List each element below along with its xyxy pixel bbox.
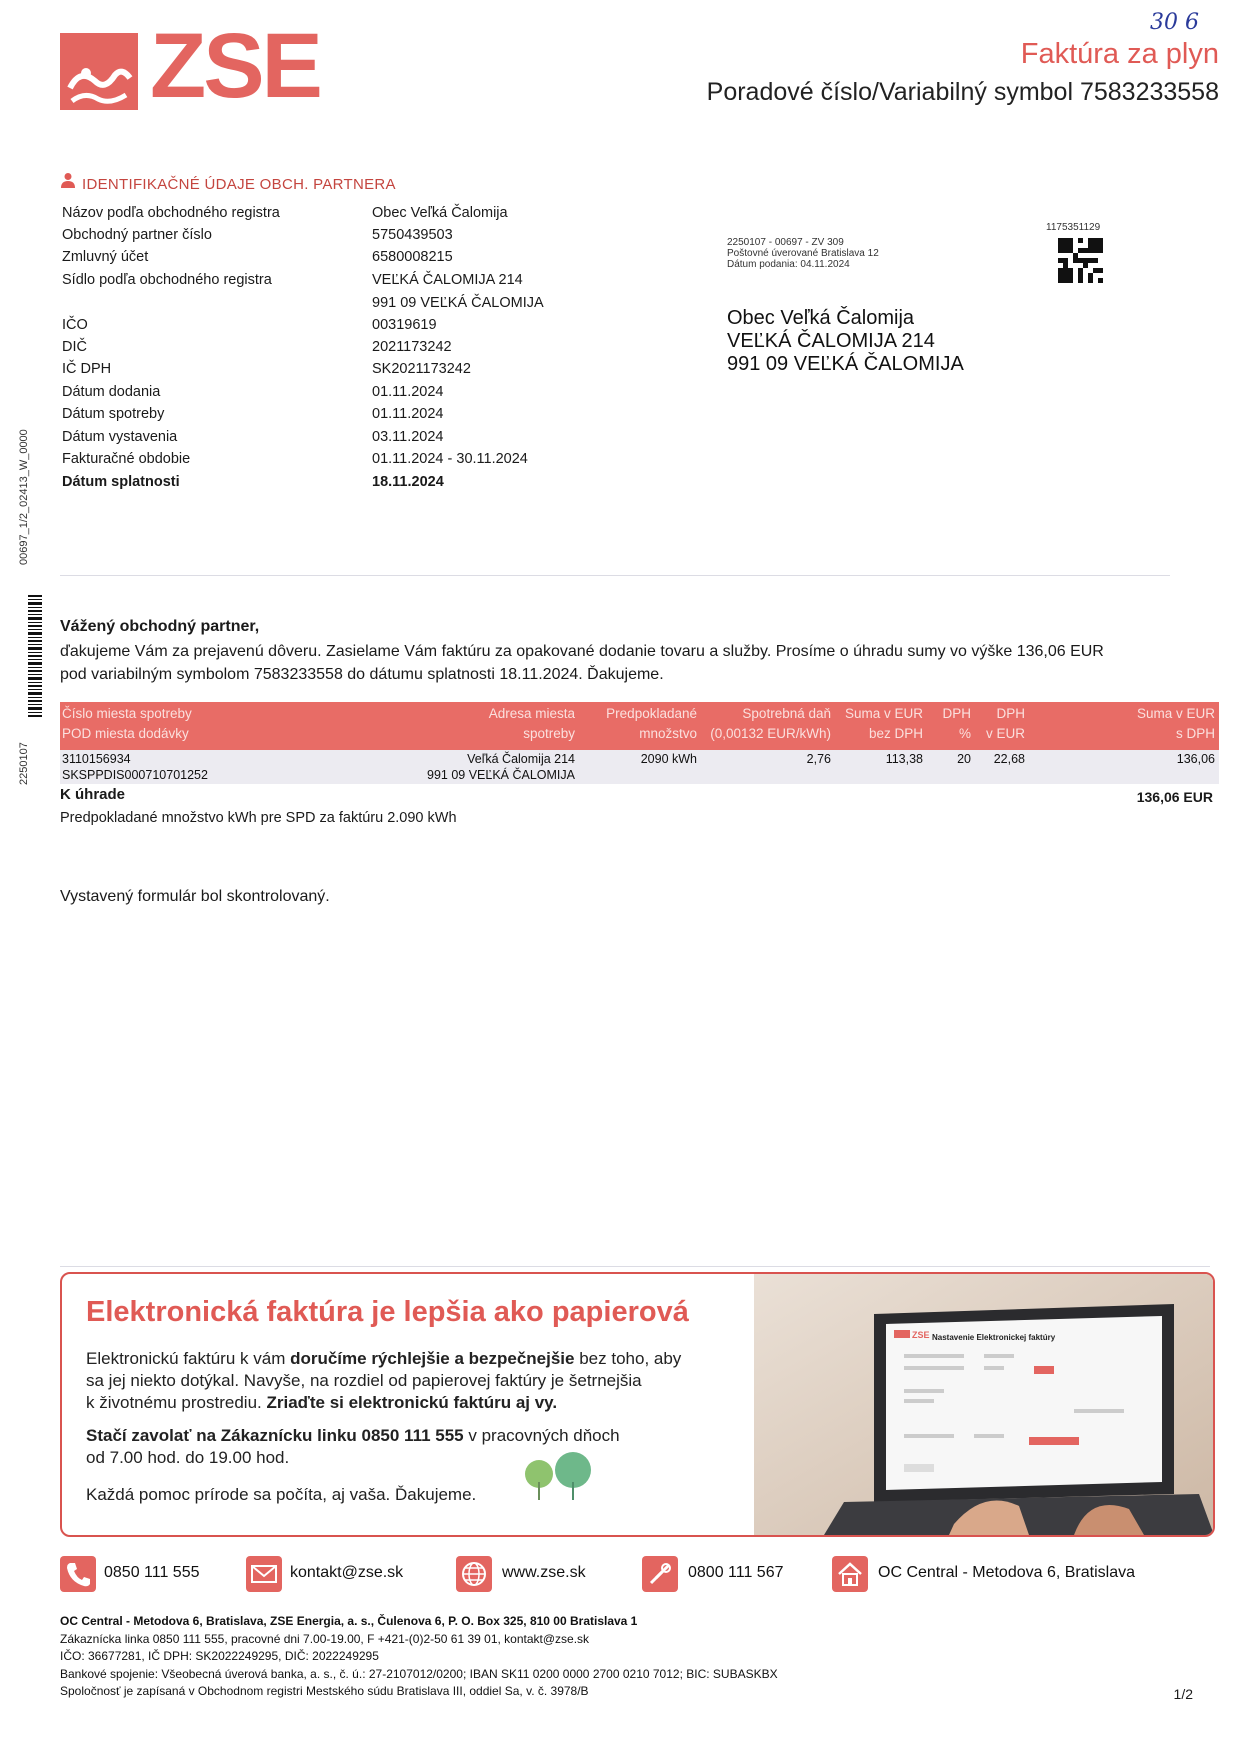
mailing-meta-line: Dátum podania: 04.11.2024 [727, 259, 850, 270]
id-row [62, 429, 622, 449]
id-row [62, 272, 622, 292]
td-vat-eur: 22,68 [993, 752, 1025, 766]
letter-line: pod variabilným symbolom 7583233558 do dátumu splatnosti 18.11.2024. Ďakujeme. [60, 666, 664, 683]
contact-service[interactable]: 0800 111 567 [688, 1564, 784, 1581]
tools-icon [642, 1556, 678, 1592]
id-label: Dátum vystavenia [62, 429, 178, 445]
th-pod: POD miesta dodávky [62, 726, 189, 741]
id-value: 991 09 VEĽKÁ ČALOMIJA [372, 295, 544, 311]
contact-bar [60, 1556, 1220, 1596]
promo-text: bez toho, aby [574, 1349, 682, 1368]
th-vat-eur: DPH [996, 706, 1025, 721]
footer [60, 1613, 778, 1701]
id-label: Dátum spotreby [62, 406, 165, 422]
contact-address: OC Central - Metodova 6, Bratislava [878, 1564, 1135, 1581]
recipient-city: 991 09 VEĽKÁ ČALOMIJA [727, 353, 964, 375]
th-address-2: spotreby [523, 726, 575, 741]
td-pod: SKSPPDIS000710701252 [62, 768, 208, 782]
td-vat-pct: 20 [957, 752, 971, 766]
id-row [62, 317, 622, 337]
footer-line: Spoločnosť je zapísaná v Obchodnom registri Mestského súdu Bratislava III, oddiel Sa, v. č. 3978/B [60, 1684, 589, 1698]
promo-paragraph [86, 1348, 681, 1414]
id-row [62, 295, 622, 315]
id-label: Sídlo podľa obchodného registra [62, 272, 272, 288]
id-row [62, 406, 622, 426]
id-row [62, 205, 622, 225]
th-vat-pct-2: % [958, 726, 971, 741]
id-label: Fakturačné obdobie [62, 451, 191, 467]
footer-line: IČO: 36677281, IČ DPH: SK2022249295, DIČ: 2022249295 [60, 1649, 379, 1663]
th-sum-no-vat-2: bez DPH [868, 726, 923, 741]
e-invoice-promo [60, 1272, 1215, 1537]
variable-symbol: Poradové číslo/Variabilný symbol 7583233558 [706, 78, 1219, 106]
identification-heading: IDENTIFIKAČNÉ ÚDAJE OBCH. PARTNERA [82, 176, 396, 193]
mailing-meta-line: Poštovné úverované Bratislava 12 [727, 248, 879, 259]
promo-text: od 7.00 hod. do 19.00 hod. [86, 1448, 290, 1467]
td-sum-vat: 136,06 [1176, 752, 1215, 766]
id-value: 18.11.2024 [372, 474, 444, 490]
qr-code-icon [1058, 238, 1103, 283]
id-label: Dátum dodania [62, 384, 161, 400]
id-value: 01.11.2024 [372, 406, 444, 422]
th-quantity-2: množstvo [639, 726, 697, 741]
greeting: Vážený obchodný partner, [60, 618, 260, 635]
table-header [60, 702, 1219, 750]
checked-note: Vystavený formulár bol skontrolovaný. [60, 888, 330, 905]
qr-number: 1175351129 [1046, 222, 1101, 233]
laptop-photo [754, 1274, 1214, 1535]
id-label: IČ DPH [62, 361, 112, 377]
promo-text: Elektronickú faktúru k vám [86, 1349, 291, 1368]
td-quantity: 2090 kWh [640, 752, 697, 766]
th-place-number: Číslo miesta spotreby [62, 706, 192, 721]
recipient-name: Obec Veľká Čalomija [727, 307, 915, 329]
letter-line: ďakujeme Vám za prejavenú dôveru. Zasielame Vám faktúru za opakované dodanie tovaru a služby. Prosíme o úhradu sumy vo výške 136,06 EUR [60, 643, 1104, 660]
logo-text: ZSE [150, 15, 320, 117]
person-icon [60, 172, 76, 188]
th-excise: Spotrebná daň [742, 706, 831, 721]
total-label: K úhrade [60, 786, 126, 803]
side-print-code-2: 2250107 [18, 742, 30, 785]
th-sum-no-vat: Suma v EUR [844, 706, 923, 721]
recipient-address [727, 307, 964, 376]
contact-web[interactable]: www.zse.sk [502, 1564, 586, 1581]
phone-icon [60, 1556, 96, 1592]
id-value: 6580008215 [372, 249, 453, 265]
divider [60, 575, 1170, 576]
document-title: Faktúra za plyn [1020, 38, 1219, 70]
th-vat-eur-2: v EUR [985, 726, 1025, 741]
id-label: Dátum splatnosti [62, 474, 180, 490]
th-vat-pct: DPH [942, 706, 971, 721]
mailing-meta [727, 237, 879, 270]
th-sum-vat: Suma v EUR [1136, 706, 1215, 721]
id-row [62, 384, 622, 404]
recipient-street: VEĽKÁ ČALOMIJA 214 [727, 330, 935, 352]
id-value: 5750439503 [372, 227, 453, 243]
promo-text: v pracovných dňoch [463, 1426, 620, 1445]
th-address: Adresa miesta [488, 706, 575, 721]
mailing-meta-line: 2250107 - 00697 - ZV 309 [727, 237, 844, 248]
id-value: 00319619 [372, 317, 437, 333]
promo-text-bold: Zriaďte si elektronickú faktúru aj vy. [266, 1393, 558, 1412]
footer-line: Bankové spojenie: Všeobecná úverová banka, a. s., č. ú.: 27-2107012/0200; IBAN SK11 0200 0000 2700 0210 7012; BIC: SUBASKBX [60, 1666, 778, 1681]
screen-logo-mark [894, 1330, 910, 1338]
contact-phone[interactable]: 0850 111 555 [104, 1564, 200, 1581]
id-row [62, 249, 622, 269]
quantity-note: Predpokladané množstvo kWh pre SPD za faktúru 2.090 kWh [60, 810, 457, 826]
logo-symbol-icon [60, 33, 138, 110]
trees-icon [517, 1452, 607, 1502]
promo-text: k životnému prostrediu. [86, 1393, 267, 1412]
id-value: 01.11.2024 [372, 384, 444, 400]
id-row [62, 227, 622, 247]
id-label: Názov podľa obchodného registra [62, 205, 280, 221]
side-print-code: 00697_1/2_02413_W_0000 [18, 429, 30, 565]
promo-title: Elektronická faktúra je lepšia ako papierová [86, 1296, 689, 1328]
promo-text: sa jej niekto dotýkal. Navyše, na rozdiel od papierovej faktúry je šetrnejšia [86, 1371, 642, 1390]
id-label: Zmluvný účet [62, 249, 149, 265]
id-row-due-date [62, 474, 622, 494]
td-address: Veľká Čalomija 214 [467, 752, 575, 766]
td-address-2: 991 09 VEĽKÁ ČALOMIJA [427, 768, 575, 782]
id-label: IČO [62, 317, 88, 333]
home-icon [832, 1556, 868, 1592]
footer-line: Zákaznícka linka 0850 111 555, pracovné dni 7.00-19.00, F +421-(0)2-50 61 39 01, kontakt@zse.sk [60, 1631, 590, 1646]
promo-text-bold: doručíme rýchlejšie a bezpečnejšie [290, 1349, 575, 1368]
footer-line: OC Central - Metodova 6, Bratislava, ZSE Energia, a. s., Čulenova 6, P. O. Box 325, 810 00 Bratislava 1 [60, 1614, 638, 1628]
page-number: 1/2 [1173, 1686, 1193, 1702]
promo-text-bold: Stačí zavolať na Zákaznícku linku 0850 111 555 [86, 1426, 464, 1445]
screen-title: Nastavenie Elektronickej faktúry [932, 1333, 1056, 1342]
th-sum-vat-2: s DPH [1175, 726, 1215, 741]
id-row [62, 451, 622, 471]
table-row [60, 750, 1219, 784]
id-value: 03.11.2024 [372, 429, 444, 445]
mail-icon [246, 1556, 282, 1592]
id-value: 2021173242 [372, 339, 452, 355]
promo-closing: Každá pomoc prírode sa počíta, aj vaša. Ďakujeme. [86, 1485, 477, 1504]
contact-email[interactable]: kontakt@zse.sk [290, 1564, 404, 1581]
globe-icon [456, 1556, 492, 1592]
id-row [62, 361, 622, 381]
id-row [62, 339, 622, 359]
td-sum-no-vat: 113,38 [885, 752, 923, 766]
id-value: SK2021173242 [372, 361, 471, 377]
id-value: 01.11.2024 - 30.11.2024 [372, 451, 528, 467]
id-label: DIČ [62, 339, 87, 355]
id-label: Obchodný partner číslo [62, 227, 212, 243]
divider [60, 1266, 1210, 1267]
id-value: Obec Veľká Čalomija [372, 205, 508, 221]
id-value: VEĽKÁ ČALOMIJA 214 [372, 272, 523, 288]
td-place-number: 3110156934 [62, 752, 131, 766]
screen-logo: ZSE [912, 1330, 930, 1340]
th-quantity: Predpokladané [606, 706, 697, 721]
handwritten-note: 30 6 [1150, 10, 1199, 35]
barcode-icon [28, 595, 42, 720]
td-excise: 2,76 [806, 752, 831, 766]
total-value: 136,06 EUR [1136, 789, 1213, 805]
th-excise-2: (0,00132 EUR/kWh) [710, 726, 831, 741]
zse-logo-mark [60, 33, 138, 110]
